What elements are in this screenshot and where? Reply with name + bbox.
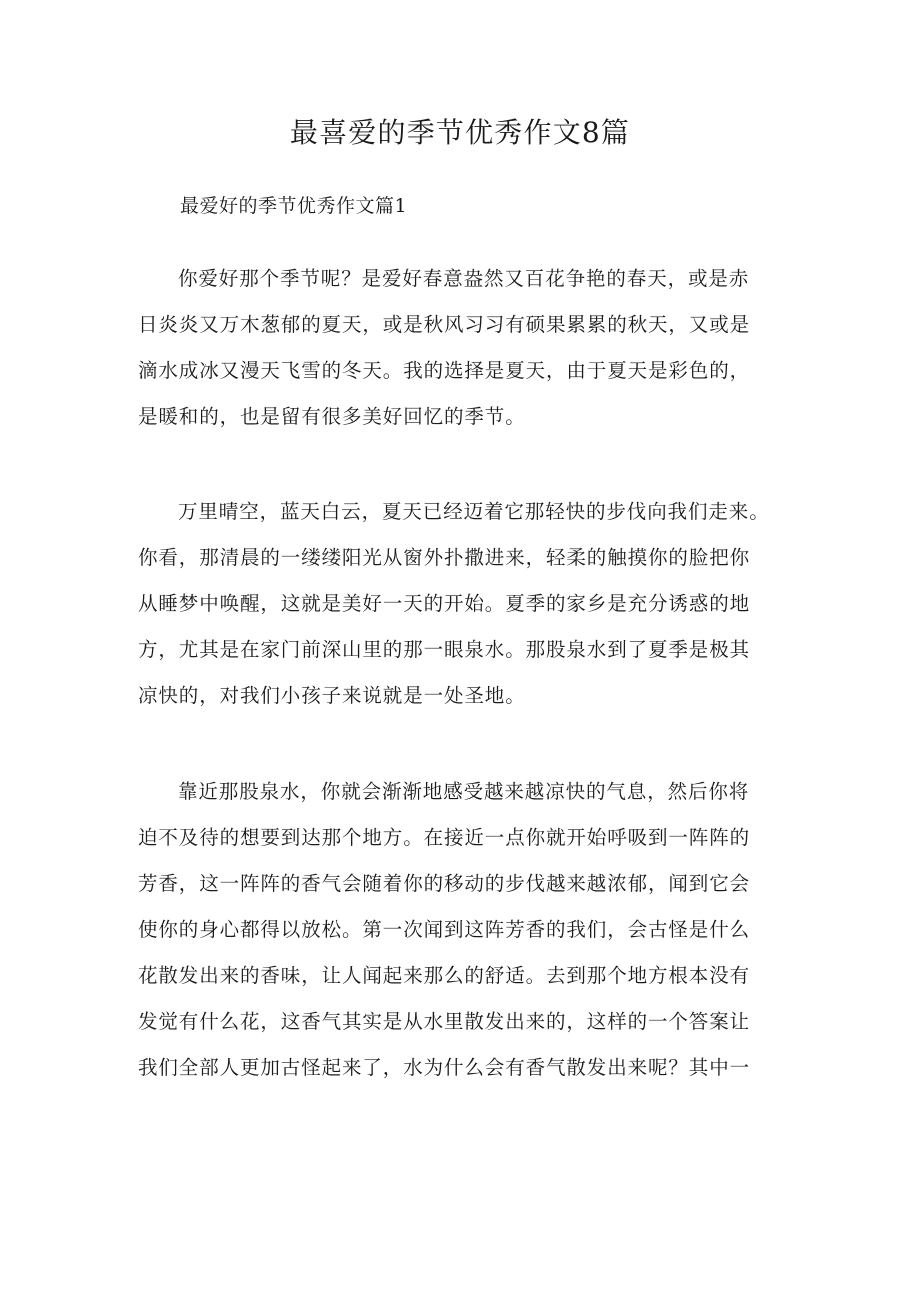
paragraph-line: 我们全部人更加古怪起来了，水为什么会有香气散发出来呢？其中一 [138,1056,751,1079]
paragraph-line: 滴水成冰又漫天飞雪的冬天。我的选择是夏天，由于夏天是彩色的， [138,359,751,382]
paragraph-line: 迫不及待的想要到达那个地方。在接近一点你就开始呼吸到一阵阵的 [138,826,751,849]
document-title: 最喜爱的季节优秀作文8篇 [289,116,631,149]
paragraph-line: 靠近那股泉水，你就会渐渐地感受越来越凉快的气息，然后你将 [178,780,750,803]
paragraph-line: 日炎炎又万木葱郁的夏天，或是秋风习习有硕果累累的秋天，又或是 [138,313,751,336]
paragraph-line: 方，尤其是在家门前深山里的那一眼泉水。那股泉水到了夏季是极其 [138,638,751,661]
paragraph-3 [138,769,818,1091]
section-heading: 最爱好的季节优秀作文篇1 [180,195,408,217]
paragraph-line: 使你的身心都得以放松。第一次闻到这阵芳香的我们，会古怪是什么 [138,918,751,941]
paragraph-line: 发觉有什么花，这香气其实是从水里散发出来的，这样的一个答案让 [138,1010,751,1033]
paragraph-line: 芳香，这一阵阵的香气会随着你的移动的步伐越来越浓郁，闻到它会 [138,872,751,895]
paragraph-2 [138,489,818,719]
paragraph-line: 从睡梦中唤醒，这就是美好一天的开始。夏季的家乡是充分诱惑的地 [138,592,751,615]
paragraph-line: 凉快的，对我们小孩子来说就是一处圣地。 [138,684,526,707]
paragraph-line: 花散发出来的香味，让人闻起来那么的舒适。去到那个地方根本没有 [138,964,751,987]
paragraph-1 [138,256,818,440]
paragraph-line: 是暖和的，也是留有很多美好回忆的季节。 [138,405,526,428]
paragraph-line: 万里晴空，蓝天白云，夏天已经迈着它那轻快的步伐向我们走来。 [178,500,770,523]
paragraph-line: 你爱好那个季节呢？是爱好春意盎然又百花争艳的春天，或是赤 [178,267,750,290]
paragraph-line: 你看，那清晨的一缕缕阳光从窗外扑撒进来，轻柔的触摸你的脸把你 [138,546,751,569]
